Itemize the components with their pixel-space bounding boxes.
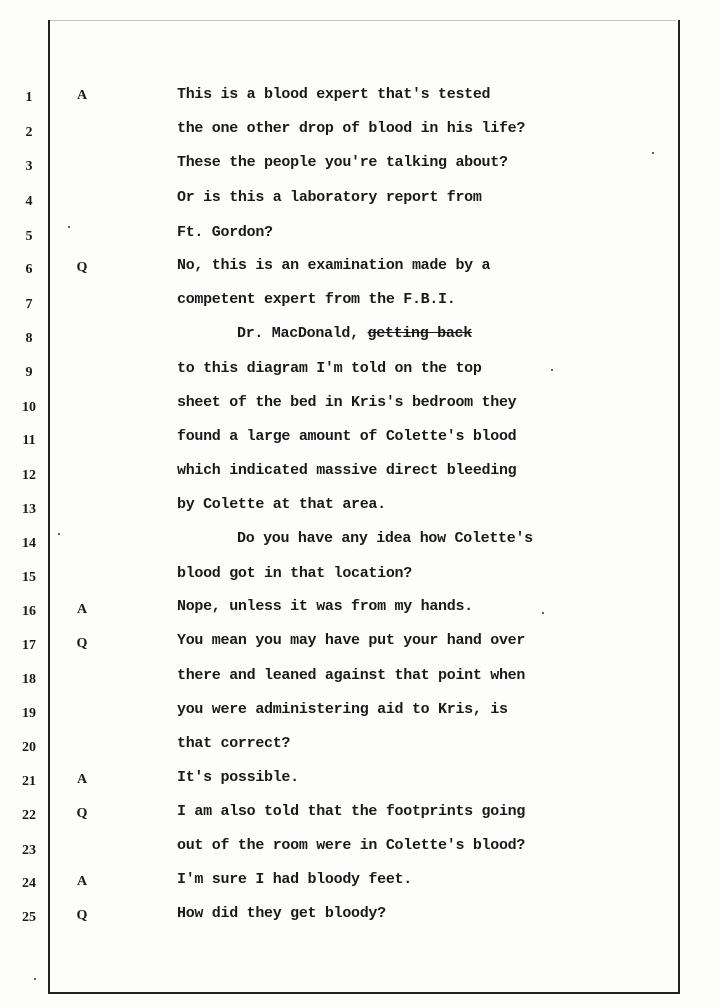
line-number: 3	[25, 159, 33, 174]
line-number: 16	[22, 604, 36, 619]
speaker-label: A	[76, 772, 88, 787]
speaker-label: A	[76, 88, 88, 103]
line-number: 11	[22, 433, 36, 448]
line-number: 15	[22, 570, 36, 585]
transcript-line: blood got in that location?	[177, 565, 412, 582]
speaker-label: A	[76, 874, 88, 889]
line-number: 1	[25, 90, 33, 105]
line-number: 14	[22, 536, 36, 551]
transcript-line: there and leaned against that point when	[177, 667, 526, 684]
speaker-label: A	[76, 602, 88, 617]
line-number: 12	[22, 468, 36, 483]
transcript-line: that correct?	[177, 735, 291, 752]
transcript-line: found a large amount of Colette's blood	[177, 428, 517, 445]
transcript-line: No, this is an examination made by a	[177, 257, 491, 274]
transcript-line: to this diagram I'm told on the top	[177, 360, 482, 377]
transcript-line: you were administering aid to Kris, is	[177, 701, 508, 718]
line-number: 4	[25, 194, 33, 209]
line-number: 10	[22, 400, 36, 415]
line-number: 8	[25, 331, 33, 346]
line-number: 6	[25, 262, 33, 277]
transcript-line: competent expert from the F.B.I.	[177, 291, 456, 308]
speaker-label: Q	[76, 260, 88, 275]
transcript-line: Ft. Gordon?	[177, 224, 273, 241]
line-number: 20	[22, 740, 36, 755]
line-number: 19	[22, 706, 36, 721]
speaker-label: Q	[76, 636, 88, 651]
line-number: 13	[22, 502, 36, 517]
line-number: 22	[22, 808, 36, 823]
scan-speck	[551, 369, 553, 371]
transcript-line: by Colette at that area.	[177, 496, 386, 513]
transcript-line: Or is this a laboratory report from	[177, 189, 482, 206]
transcript-line: How did they get bloody?	[177, 905, 386, 922]
transcript-line: sheet of the bed in Kris's bedroom they	[177, 394, 517, 411]
transcript-line: Nope, unless it was from my hands.	[177, 598, 473, 615]
line-number: 5	[25, 229, 33, 244]
line-number: 18	[22, 672, 36, 687]
transcript-line: These the people you're talking about?	[177, 154, 508, 171]
line-number: 25	[22, 910, 36, 925]
transcript-line: out of the room were in Colette's blood?	[177, 837, 526, 854]
line-number: 24	[22, 876, 36, 891]
transcript-line: I am also told that the footprints going	[177, 803, 526, 820]
line-number: 7	[25, 297, 33, 312]
transcript-line: the one other drop of blood in his life?	[177, 120, 526, 137]
speaker-label: Q	[76, 908, 88, 923]
line-number: 23	[22, 843, 36, 858]
speaker-label: Q	[76, 806, 88, 821]
line-number: 21	[22, 774, 36, 789]
transcript-line: It's possible.	[177, 769, 299, 786]
transcript-line: Do you have any idea how Colette's	[237, 530, 533, 547]
scan-speck	[542, 612, 544, 614]
scan-speck	[652, 152, 654, 154]
struck-text: getting back	[367, 325, 472, 342]
line-number: 17	[22, 638, 36, 653]
transcript-line: You mean you may have put your hand over	[177, 632, 526, 649]
line-number: 2	[25, 125, 33, 140]
line-number: 9	[25, 365, 33, 380]
scan-speck	[34, 978, 36, 980]
scan-speck	[58, 533, 60, 535]
scan-speck	[68, 226, 70, 228]
transcript-line: I'm sure I had bloody feet.	[177, 871, 412, 888]
transcript-line: This is a blood expert that's tested	[177, 86, 491, 103]
transcript-line: which indicated massive direct bleeding	[177, 462, 517, 479]
transcript-line: Dr. MacDonald, getting back	[237, 325, 472, 342]
